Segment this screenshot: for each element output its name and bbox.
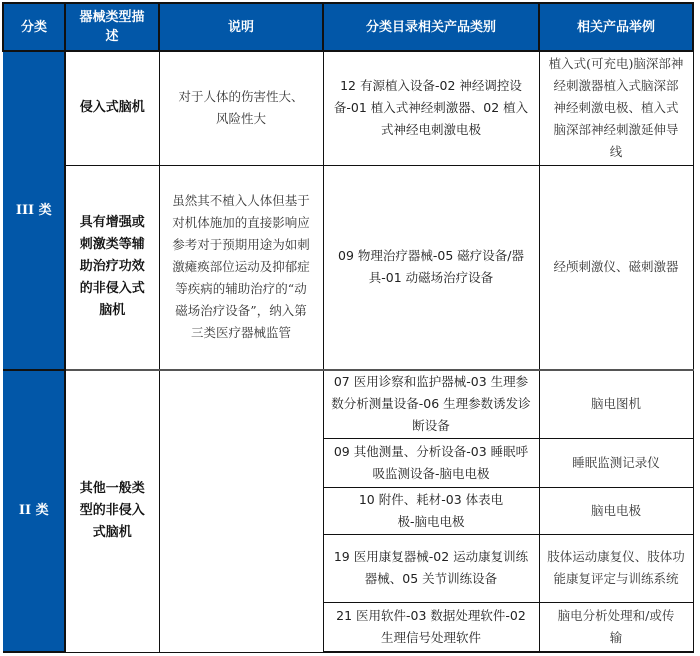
table-row: [3, 51, 693, 165]
header-classification: 分类: [3, 3, 65, 51]
explanation-text: 对于人体的伤害性大、风险性大: [178, 89, 304, 127]
table-row: [3, 165, 693, 370]
product-examples-cell: 肢体运动康复仪、肢体功能康复评定与训练系统: [539, 534, 693, 602]
header-explanation: 说明: [159, 3, 323, 51]
catalog-category-cell: 12 有源植入设备-02 神经调控设备-01 植入式神经刺激器、02 植入式神经电刺激电极: [323, 51, 539, 165]
product-examples-cell: 脑电图机: [539, 370, 693, 438]
explanation-cell: 虽然其不植入人体但基于对机体施加的直接影响应参考对于预期用途为如刺激瘫痪部位运动及抑郁症等疾病的辅助治疗的“动磁场治疗设备”，纳入第三类医疗器械监管: [159, 165, 323, 370]
explanation-cell-empty: [159, 370, 323, 652]
classification-cell-class-iii: III 类: [3, 51, 65, 370]
product-examples-cell: 经颅刺激仪、磁刺激器: [539, 165, 693, 370]
explanation-cell: [159, 51, 323, 165]
device-type-cell: 其他一般类型的非侵入式脑机: [65, 370, 159, 652]
catalog-category-cell: 10 附件、耗材-03 体表电极-脑电电极: [323, 487, 539, 534]
catalog-category-cell: 09 其他测量、分析设备-03 睡眠呼吸监测设备-脑电电极: [323, 438, 539, 487]
header-row: [3, 3, 693, 51]
catalog-category-cell: 07 医用诊察和监护器械-03 生理参数分析测量设备-06 生理参数诱发诊断设备: [323, 370, 539, 438]
catalog-category-cell: 09 物理治疗器械-05 磁疗设备/器具-01 动磁场治疗设备: [323, 165, 539, 370]
device-type-cell: 侵入式脑机: [65, 51, 159, 165]
catalog-category-cell: 21 医用软件-03 数据处理软件-02 生理信号处理软件: [323, 602, 539, 652]
product-examples-cell: 脑电电极: [539, 487, 693, 534]
product-examples-cell: 脑电分析处理和/或传输: [539, 602, 693, 652]
table-row: [3, 370, 693, 438]
header-device-type: 器械类型描述: [65, 3, 159, 51]
brain-computer-interface-classification-table: [2, 2, 694, 653]
product-examples-cell: 植入式(可充电)脑深部神经刺激器植入式脑深部神经刺激电极、植入式脑深部神经刺激延伸导线: [539, 51, 693, 165]
header-product-examples: 相关产品举例: [539, 3, 693, 51]
device-type-cell: 具有增强或刺激类等辅助治疗功效的非侵入式脑机: [65, 165, 159, 370]
product-examples-cell: 睡眠监测记录仪: [539, 438, 693, 487]
classification-cell-class-ii: II 类: [3, 370, 65, 652]
catalog-category-cell: 19 医用康复器械-02 运动康复训练器械、05 关节训练设备: [323, 534, 539, 602]
header-catalog-category: 分类目录相关产品类别: [323, 3, 539, 51]
